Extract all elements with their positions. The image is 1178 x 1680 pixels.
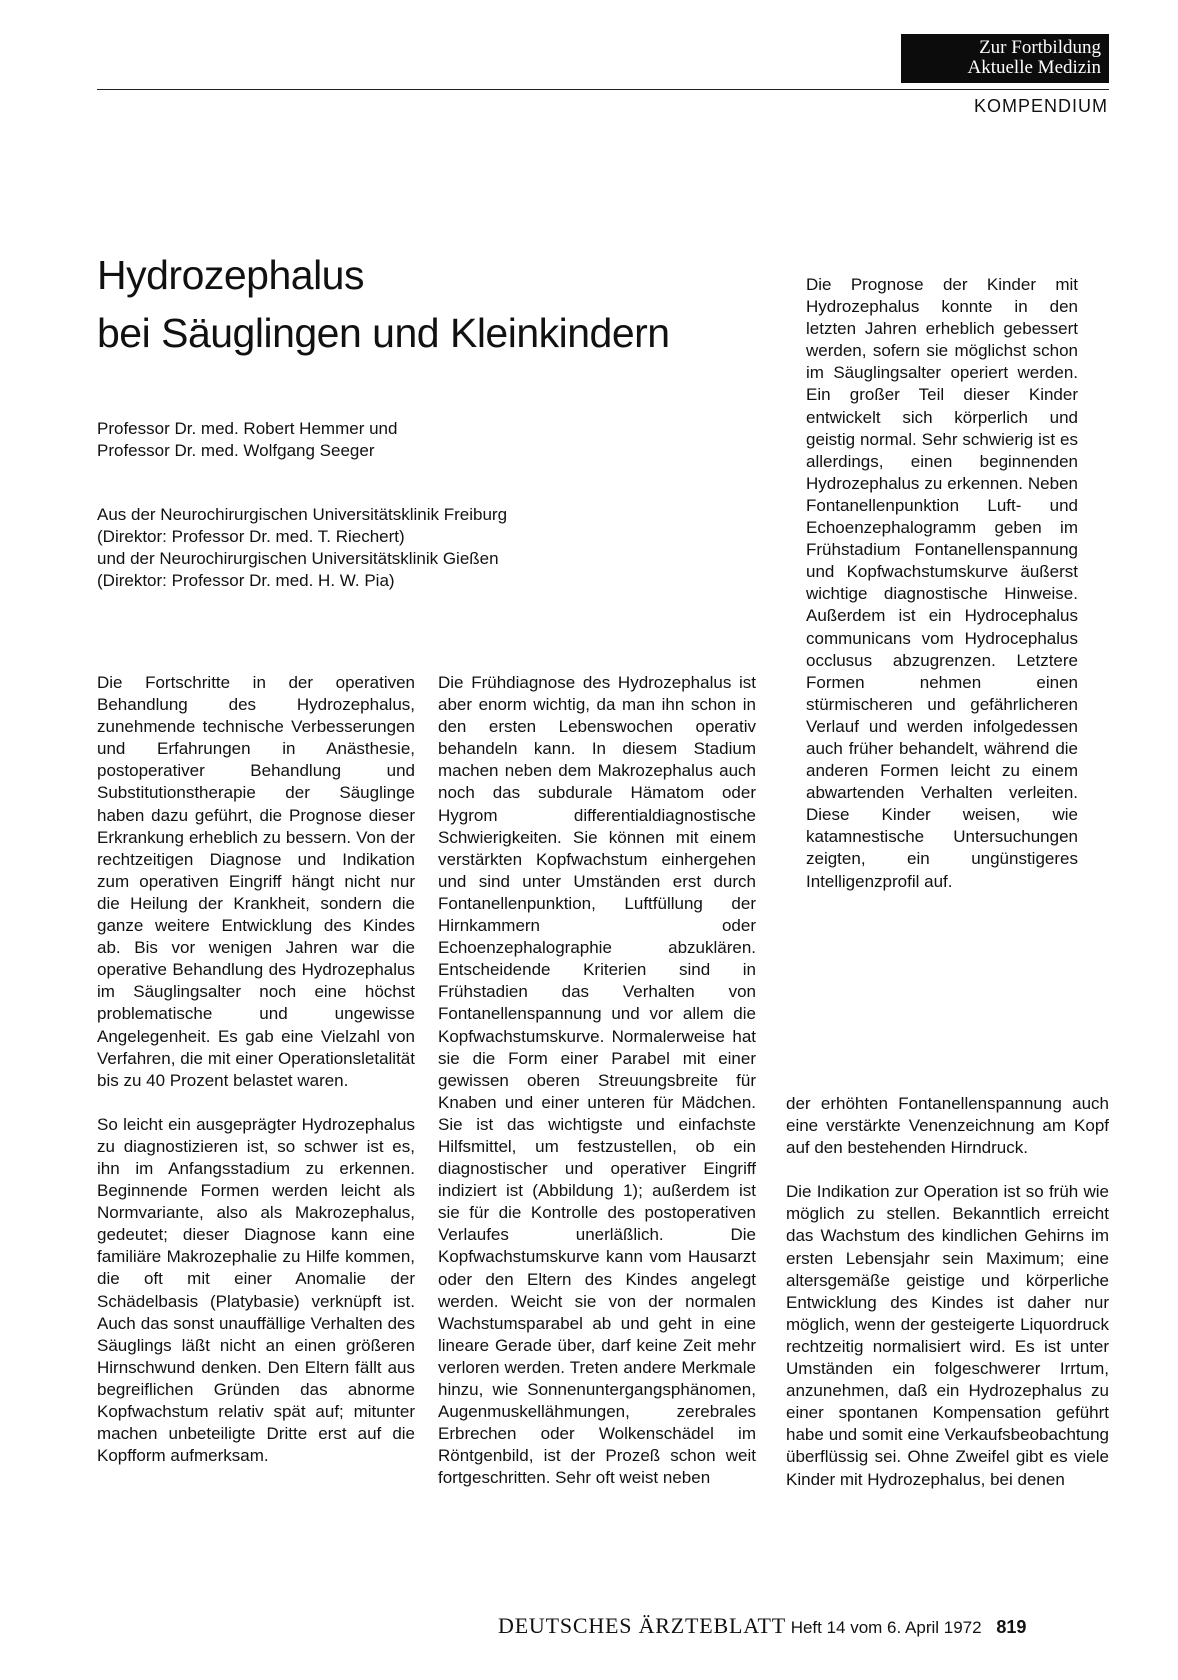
title-line-2: bei Säuglingen und Kleinkindern <box>97 310 670 356</box>
affiliation-line: (Direktor: Professor Dr. med. T. Riechert) <box>97 527 405 546</box>
badge-line-2: Aktuelle Medizin <box>967 57 1101 78</box>
paragraph: der erhöhten Fontanellenspannung auch eine verstärkte Venenzeichnung am Kopf auf den bestehenden Hirndruck. <box>786 1094 1109 1158</box>
body-column-1 <box>97 672 415 1467</box>
author-block <box>97 418 397 462</box>
header-rule <box>97 89 1109 90</box>
paragraph: Die Fortschritte in der operativen Behandlung des Hydrozephalus, zunehmende technische Verbesserungen und Erfahrungen in Anästhesie, postoperativer Behandlung und Substitutionstherapie der Säuglinge haben dazu geführt, die Prognose dieser Erkrankung erheblich zu bessern. Von der rechtzeitigen Diagnose und Indikation zum operativen Eingriff hängt nicht nur die Heilung der Krankheit, sondern die ganze weitere Entwicklung des Kindes ab. Bis vor wenigen Jahren war die operative Behandlung des Hydrozephalus im Säuglingsalter noch eine höchst problematische und ungewisse Angelegenheit. Es gab eine Vielzahl von Verfahren, die mit einer Operationsletalität bis zu 40 Prozent belastet waren. <box>97 673 415 1090</box>
author-line: Professor Dr. med. Wolfgang Seeger <box>97 441 375 460</box>
affiliation-line: und der Neurochirurgischen Universitätsklinik Gießen <box>97 549 499 568</box>
paragraph: Die Frühdiagnose des Hydrozephalus ist aber enorm wichtig, da man ihn schon in den ersten Lebenswochen operativ behandeln kann. In diesem Stadium machen neben dem Makrozephalus auch noch das subdurale Hämatom oder Hygrom differentialdiagnostische Schwierigkeiten. Sie können mit einem verstärkten Kopfwachstum einhergehen und sind unter Umständen erst durch Fontanellenpunktion, Luftfüllung der Hirnkammern oder Echoenzephalographie abzuklären. Entscheidende Kriterien sind in Frühstadien das Verhalten von Fontanellenspannung und vor allem die Kopfwachstumskurve. Normalerweise hat sie die Form einer Parabel mit einer gewissen oberen Streuungsbreite für Knaben und einer unteren für Mädchen. Sie ist das wichtigste und einfachste Hilfsmittel, um festzustellen, ob ein diagnostischer und operativer Eingriff indiziert ist (Abbildung 1); außerdem ist sie für die Kontrolle des postoperativen Verlaufes unerläßlich. Die Kopfwachstumskurve kann vom Hausarzt oder den Eltern des Kindes angelegt werden. Weicht sie von der normalen Wachstumsparabel ab und geht in eine lineare Gerade über, darf keine Zeit mehr verloren werden. Treten andere Merkmale hinzu, wie Sonnenuntergangsphänomen, Augenmuskellähmungen, zerebrales Erbrechen oder Wolkenschädel im Röntgenbild, ist der Prozeß schon weit fortgeschritten. Sehr oft weist neben <box>438 673 756 1488</box>
page-footer <box>498 1613 1026 1639</box>
body-column-2 <box>438 672 756 1489</box>
article-title <box>97 246 670 362</box>
author-line: Professor Dr. med. Robert Hemmer und <box>97 419 398 438</box>
journal-name: DEUTSCHES ÄRZTEBLATT <box>498 1613 786 1638</box>
issue-info: Heft 14 vom 6. April 1972 <box>790 1618 982 1637</box>
page-number: 819 <box>996 1617 1027 1637</box>
paragraph: Die Indikation zur Operation ist so früh wie möglich zu stellen. Bekanntlich erreicht das Wachstum des kindlichen Gehirns im ersten Lebensjahr sein Maximum; eine altersgemäße geistige und körperliche Entwicklung des Kindes ist daher nur möglich, wenn der gesteigerte Liquordruck rechtzeitig normalisiert wird. Es ist unter Umständen ein folgeschwerer Irrtum, anzunehmen, daß ein Hydrozephalus zu einer spontanen Kompensation geführt habe und somit eine Verkaufsbeobachtung überflüssig sei. Ohne Zweifel gibt es viele Kinder mit Hydrozephalus, bei denen <box>786 1182 1109 1489</box>
paragraph: So leicht ein ausgeprägter Hydrozephalus zu diagnostizieren ist, so schwer ist es, ihn im Anfangsstadium zu erkennen. Beginnende Formen werden leicht als Normvariante, also als Makrozephalus, gedeutet; dieser Diagnose kann eine familiäre Makrozephalie zu Hilfe kommen, die oft mit einer Anomalie der Schädelbasis (Platybasie) verknüpft ist. Auch das sonst unauffällige Verhalten des Säuglings läßt nicht an einen größeren Hirnschwund denken. Den Eltern fällt aus begreiflichen Gründen das abnorme Kopfwachstum relativ spät auf; mitunter machen unbeteiligte Dritte erst auf die Kopfform aufmerksam. <box>97 1114 415 1466</box>
summary-box <box>806 274 1078 893</box>
category-badge <box>901 34 1109 83</box>
body-column-3 <box>786 1093 1109 1491</box>
section-label: KOMPENDIUM <box>973 96 1108 116</box>
affiliation-line: Aus der Neurochirurgischen Universitätsklinik Freiburg <box>97 505 508 524</box>
affiliation-line: (Direktor: Professor Dr. med. H. W. Pia) <box>97 571 395 590</box>
summary-paragraph: Die Prognose der Kinder mit Hydrozephalus konnte in den letzten Jahren erheblich gebessert werden, sofern sie möglichst schon im Säuglingsalter operiert werden. Ein großer Teil dieser Kinder entwickelt sich körperlich und geistig normal. Sehr schwierig ist es allerdings, einen beginnenden Hydrozephalus zu erkennen. Neben Fontanellenpunktion Luft- und Echoenzephalogramm geben im Frühstadium Fontanellenspannung und Kopfwachstumskurve äußerst wichtige diagnostische Hinweise. Außerdem ist ein Hydrocephalus communicans vom Hydrocephalus occlusus abzugrenzen. Letztere Formen nehmen einen stürmischeren und gefährlicheren Verlauf und werden infolgedessen auch früher behandelt, während die anderen Formen leicht zu einem abwartenden Verhalten verleiten. Diese Kinder weisen, wie katamnestische Untersuchungen zeigten, ein ungünstigeres Intelligenzprofil auf. <box>806 275 1078 891</box>
badge-line-1: Zur Fortbildung <box>979 37 1101 58</box>
affiliation-block <box>97 504 507 592</box>
title-line-1: Hydrozephalus <box>97 252 364 298</box>
